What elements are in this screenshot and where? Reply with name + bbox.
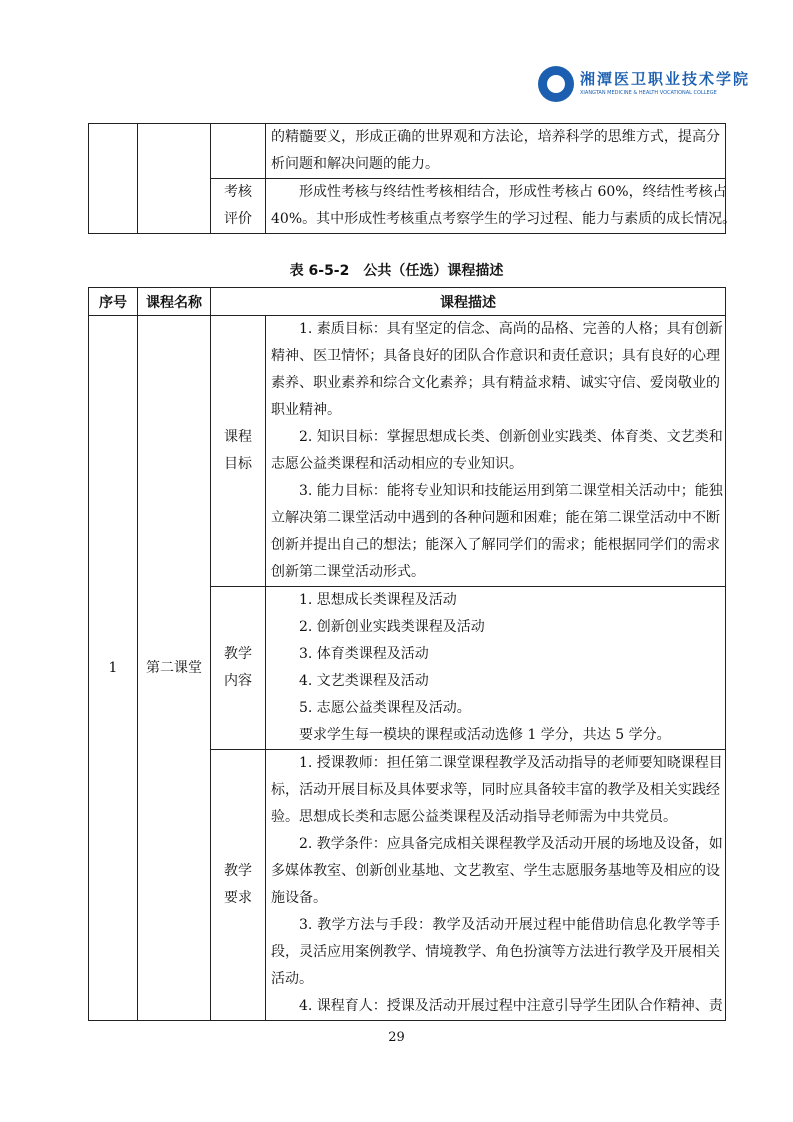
page-number: 29	[388, 1030, 405, 1045]
text-line: 1. 素质目标：具有坚定的信念、高尚的品格、完善的人格；具有创新	[299, 321, 723, 337]
text-line: 职业精神。	[271, 402, 341, 418]
text-line: 精神、医卫情怀；具备良好的团队合作意识和责任意识；具有良好的心理	[271, 348, 720, 364]
header-course-name: 课程名称	[138, 288, 211, 316]
section-label-requirements	[211, 750, 266, 1021]
text-line: 活动。	[271, 971, 313, 987]
index-cell	[89, 124, 138, 234]
course-name-cell: 第二课堂	[138, 316, 211, 1021]
section-goals-text	[266, 316, 726, 587]
table-row	[89, 124, 726, 179]
text-line: 的精髓要义，形成正确的世界观和方法论，培养科学的思维方式，提高分	[271, 129, 720, 145]
text-line: 3. 能力目标：能将专业知识和技能运用到第二课堂相关活动中；能独	[299, 483, 723, 499]
table-title: 表 6-5-2 公共（任选）课程描述	[289, 263, 504, 279]
text-line: 要求学生每一模块的课程或活动选修 1 学分，共达 5 学分。	[299, 727, 671, 743]
index-cell: 1	[89, 316, 138, 1021]
college-seal-icon	[538, 66, 574, 102]
label-line: 考核	[224, 184, 252, 200]
text-line: 4. 文艺类课程及活动	[299, 673, 429, 689]
description-cell	[266, 124, 726, 179]
text-line: 3. 教学方法与手段：教学及活动开展过程中能借助信息化教学等手	[299, 917, 720, 933]
assessment-description	[266, 179, 737, 234]
section-content-text	[266, 587, 726, 750]
text-line: 40%。其中形成性考核重点考察学生的学习过程、能力与素质的成长情况。	[271, 211, 737, 227]
college-logo	[538, 66, 751, 106]
label-line: 评价	[224, 211, 252, 227]
text-line: 标，活动开展目标及具体要求等，同时应具备较丰富的教学及相关实践经	[271, 782, 720, 798]
text-line: 1. 思想成长类课程及活动	[299, 592, 457, 608]
section-requirements-text	[266, 750, 726, 1021]
text-line: 析问题和解决问题的能力。	[271, 156, 439, 172]
text-line: 创新第二课堂活动形式。	[271, 564, 425, 580]
label-line: 要求	[224, 890, 252, 906]
text-line: 5. 志愿公益类课程及活动。	[299, 700, 471, 716]
assessment-label	[211, 179, 266, 234]
label-line: 目标	[224, 456, 252, 472]
text-line: 立解决第二课堂活动中遇到的各种问题和困难；能在第二课堂活动中不断	[271, 510, 720, 526]
text-line: 创新并提出自己的想法；能深入了解同学们的需求；能根据同学们的需求	[271, 537, 720, 553]
label-line: 教学	[224, 646, 252, 662]
text-line: 段，灵活应用案例教学、情境教学、角色扮演等方法进行教学及开展相关	[271, 944, 720, 960]
text-line: 施设备。	[271, 890, 327, 906]
header-row	[89, 288, 726, 316]
course-name-cell	[138, 124, 211, 234]
logo-english-name: XIANGTAN MEDICINE & HEALTH VOCATIONAL COLLEGE	[580, 90, 717, 96]
text-line: 素养、职业素养和综合文化素养；具有精益求精、诚实守信、爱岗敬业的	[271, 375, 720, 391]
text-line: 2. 创新创业实践类课程及活动	[299, 619, 485, 635]
text-line: 2. 知识目标：掌握思想成长类、创新创业实践类、体育类、文艺类和	[299, 429, 723, 445]
text-line: 3. 体育类课程及活动	[299, 646, 429, 662]
label-cell	[211, 124, 266, 179]
header-description: 课程描述	[211, 288, 726, 316]
text-line: 多媒体教室、创新创业基地、文艺教室、学生志愿服务基地等及相应的设	[271, 863, 720, 879]
section-label-goals	[211, 316, 266, 587]
table-row	[89, 316, 726, 587]
text-line: 1. 授课教师：担任第二课堂课程教学及活动指导的老师要知晓课程目	[299, 755, 723, 771]
header-index: 序号	[89, 288, 138, 316]
text-line: 志愿公益类课程和活动相应的专业知识。	[271, 456, 523, 472]
previous-course-table	[88, 123, 737, 234]
label-line: 内容	[224, 673, 252, 689]
text-line: 2. 教学条件：应具备完成相关课程教学及活动开展的场地及设备，如	[299, 836, 723, 852]
text-line: 4. 课程育人：授课及活动开展过程中注意引导学生团队合作精神、责	[299, 998, 723, 1014]
text-line: 验。思想成长类和志愿公益类课程及活动指导老师需为中共党员。	[271, 809, 677, 825]
label-line: 课程	[224, 429, 252, 445]
section-label-content	[211, 587, 266, 750]
text-line: 形成性考核与终结性考核相结合，形成性考核占 60%，终结性考核占	[299, 184, 727, 200]
label-line: 教学	[224, 863, 252, 879]
logo-chinese-name: 湘潭医卫职业技术学院	[580, 70, 751, 88]
public-elective-course-table	[88, 287, 726, 1021]
